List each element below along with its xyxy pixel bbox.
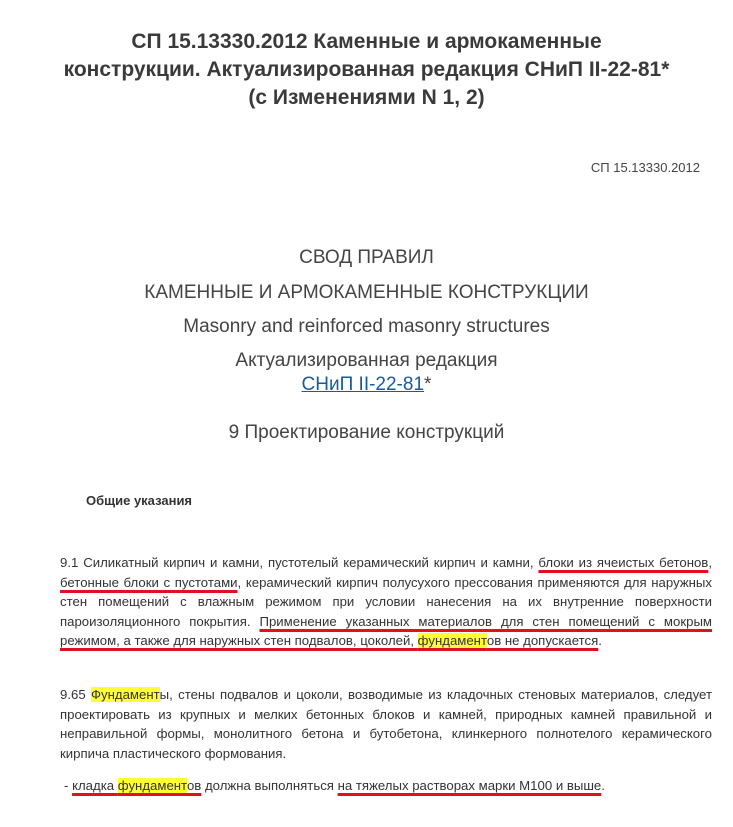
document-title: [30, 28, 703, 112]
text-run: -: [64, 778, 73, 793]
paragraph-9-65: [60, 685, 712, 763]
snip-star: *: [424, 374, 432, 395]
en-title: Masonry and reinforced masonry structures: [183, 316, 550, 337]
edition-line: Актуализированная редакция: [235, 350, 498, 371]
text-run: , керамический кирпич полусухого прессования применяются для наружных стен помещений с влажным режимом при условии нанесения на их внутренние поверхности пароизоляционного покрытия.: [60, 574, 712, 629]
text-run: должна выполняться: [201, 778, 338, 793]
title-line-1: СП 15.13330.2012 Каменные и армокаменные: [131, 30, 602, 53]
text-run: 9.1 Силикатный кирпич и камни, пустотелый керамический кирпич и камни,: [60, 555, 539, 570]
underlined-text: бетонные блоки с пустотами: [60, 574, 238, 590]
underlined-text: ов: [186, 778, 202, 793]
text-run: 9.65: [60, 687, 91, 702]
title-line-2: конструкции. Актуализированная редакция СНиП II-22-81*: [63, 58, 670, 81]
doc-code: СП 15.13330.2012: [590, 160, 700, 175]
underlined-text: ов не допускается: [486, 633, 599, 648]
underlined-text: кладка: [72, 778, 118, 793]
ru-title: КАМЕННЫЕ И АРМОКАМЕННЫЕ КОНСТРУКЦИИ: [144, 282, 589, 303]
text-run: ы, стены подвалов и цоколи, возводимые из кладочных стеновых материалов, следует проектировать из крупных и мелких бетонных блоков и камней, природных камней правильной и неправильной формы, монолитного бетона и бутобетона, клинкерного полнотелого керамического кирпича пластического формования.: [60, 687, 712, 761]
text-run: .: [601, 778, 605, 793]
text-run: ,: [708, 555, 712, 570]
snip-line: [0, 374, 733, 396]
section-heading: 9 Проектирование конструкций: [228, 422, 505, 443]
svod-heading: СВОД ПРАВИЛ: [299, 247, 434, 268]
underlined-text: на тяжелых растворах марки М100 и выше: [337, 778, 602, 793]
paragraph-9-1: [60, 553, 712, 651]
title-line-3: (с Изменениями N 1, 2): [248, 86, 485, 109]
subheading: Общие указания: [86, 493, 193, 508]
highlighted-text: Фундамент: [90, 687, 160, 702]
underlined-text: Применение указанных материалов для стен помещений с мокрым режимом, а также для наружных стен подвалов, цоколей,: [60, 613, 712, 648]
snip-link[interactable]: СНиП II-22-81: [301, 374, 425, 395]
foundation-item: [64, 776, 605, 796]
highlighted-text: фундамент: [117, 778, 187, 793]
underlined-text: блоки из ячеистых бетонов: [538, 555, 709, 570]
highlighted-text: фундамент: [417, 633, 487, 648]
text-run: .: [598, 633, 602, 648]
